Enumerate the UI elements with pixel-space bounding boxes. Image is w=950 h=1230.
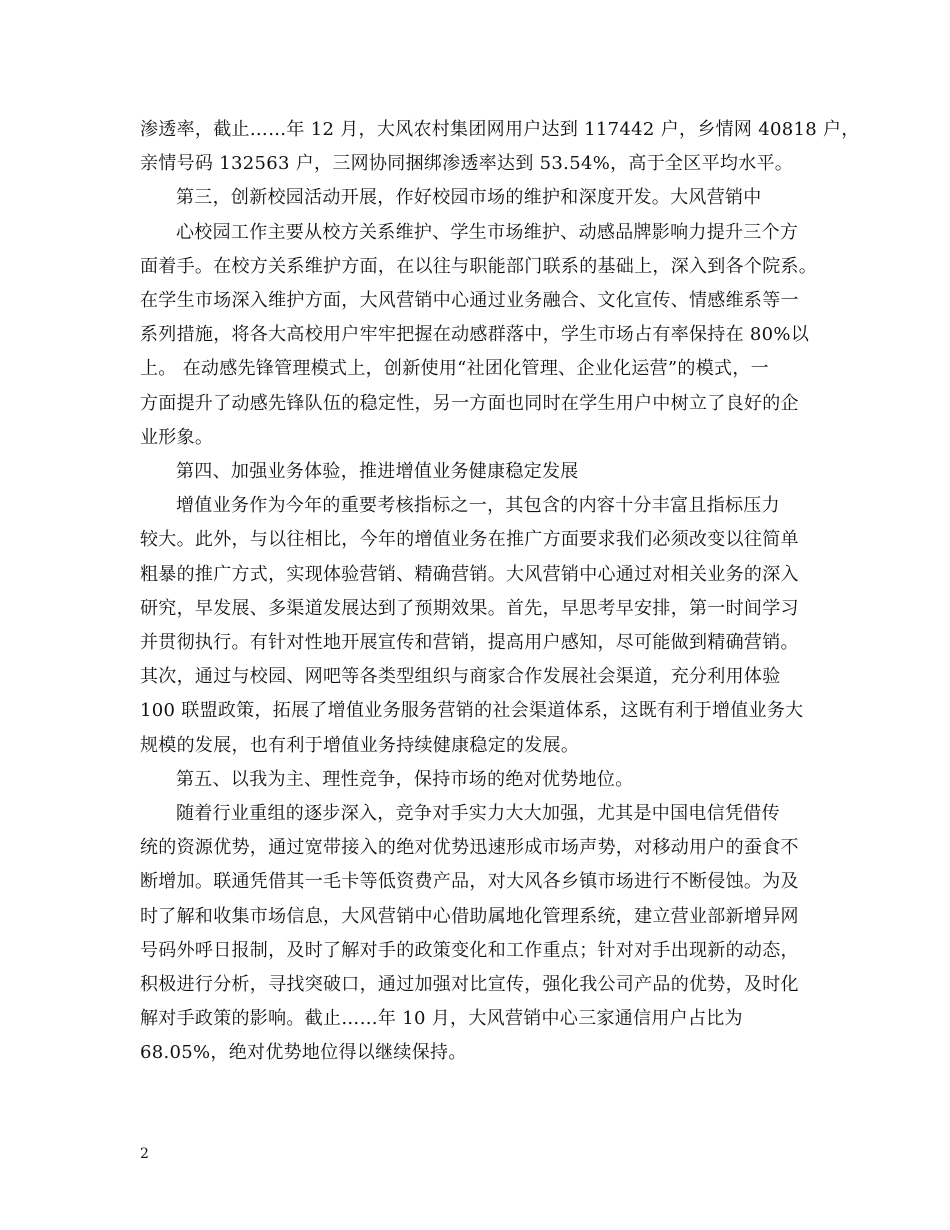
text-line: 随着行业重组的逐步深入，竞争对手实力大大加强，尤其是中国电信凭借传 bbox=[176, 803, 780, 824]
text-line: 68.05%，绝对优势地位得以继续保持。 bbox=[140, 1042, 467, 1064]
text-line: 上。 在动感先锋管理模式上，创新使用“社团化管理、企业化运营”的模式，一 bbox=[140, 358, 769, 380]
text-line: 亲情号码 132563 户，三网协同捆绑渗透率达到 53.54%，高于全区平均水平。 bbox=[140, 153, 794, 175]
text-line: 面着手。在校方关系维护方面，在以往与职能部门联系的基础上，深入到各个院系。 bbox=[140, 255, 818, 277]
text-line: 断增加。联通凭借其一毛卡等低资费产品，对大风各乡镇市场进行不断侵蚀。为及 bbox=[140, 871, 799, 893]
text-line: 第五、以我为主、理性竞争，保持市场的绝对优势地位。 bbox=[176, 768, 634, 790]
text-line: 号码外呼日报制，及时了解对手的政策变化和工作重点；针对对手出现新的动态， bbox=[140, 939, 799, 961]
text-line: 解对手政策的影响。截止……年 10 月，大风营销中心三家通信用户占比为 bbox=[140, 1008, 743, 1030]
text-line: 规模的发展，也有利于增值业务持续健康稳定的发展。 bbox=[140, 734, 580, 756]
text-line: 100 联盟政策，拓展了增值业务服务营销的社会渠道体系，这既有利于增值业务大 bbox=[140, 700, 804, 722]
text-line: 时了解和收集市场信息，大风营销中心借助属地化管理系统，建立营业部新增异网 bbox=[140, 905, 799, 927]
text-line: 在学生市场深入维护方面，大风营销中心通过业务融合、文化宣传、情感维系等一 bbox=[140, 290, 799, 311]
text-line: 第四、加强业务体验，推进增值业务健康稳定发展 bbox=[176, 461, 579, 482]
text-line: 业形象。 bbox=[140, 426, 214, 448]
text-line: 较大。此外，与以往相比，今年的增值业务在推广方面要求我们必须改变以往简单 bbox=[140, 529, 799, 551]
text-line: 系列措施，将各大高校用户牢牢把握在动感群落中，学生市场占有率保持在 80%以 bbox=[140, 324, 810, 346]
text-line: 统的资源优势，通过宽带接入的绝对优势迅速形成市场声势，对移动用户的蚕食不 bbox=[140, 837, 799, 859]
page-number: 2 bbox=[140, 1146, 149, 1162]
text-line: 研究，早发展、多渠道发展达到了预期效果。首先，早思考早安排，第一时间学习 bbox=[140, 597, 799, 619]
text-line: 心校园工作主要从校方关系维护、学生市场维护、动感品牌影响力提升三个方 bbox=[176, 221, 799, 243]
text-line: 渗透率，截止……年 12 月，大风农村集团网用户达到 117442 户，乡情网 40818 户， bbox=[140, 119, 860, 140]
text-line: 第三，创新校园活动开展，作好校园市场的维护和深度开发。大风营销中 bbox=[176, 187, 762, 209]
text-line: 方面提升了动感先锋队伍的稳定性，另一方面也同时在学生用户中树立了良好的企 bbox=[140, 392, 799, 414]
text-line: 积极进行分析，寻找突破口，通过加强对比宣传，强化我公司产品的优势，及时化 bbox=[140, 974, 799, 995]
text-line: 并贯彻执行。有针对性地开展宣传和营销，提高用户感知，尽可能做到精确营销。 bbox=[140, 632, 799, 653]
text-line: 增值业务作为今年的重要考核指标之一，其包含的内容十分丰富且指标压力 bbox=[176, 495, 780, 517]
text-line: 粗暴的推广方式，实现体验营销、精确营销。大风营销中心通过对相关业务的深入 bbox=[140, 563, 799, 585]
text-line: 其次，通过与校园、网吧等各类型组织与商家合作发展社会渠道，充分利用体验 bbox=[140, 666, 781, 688]
